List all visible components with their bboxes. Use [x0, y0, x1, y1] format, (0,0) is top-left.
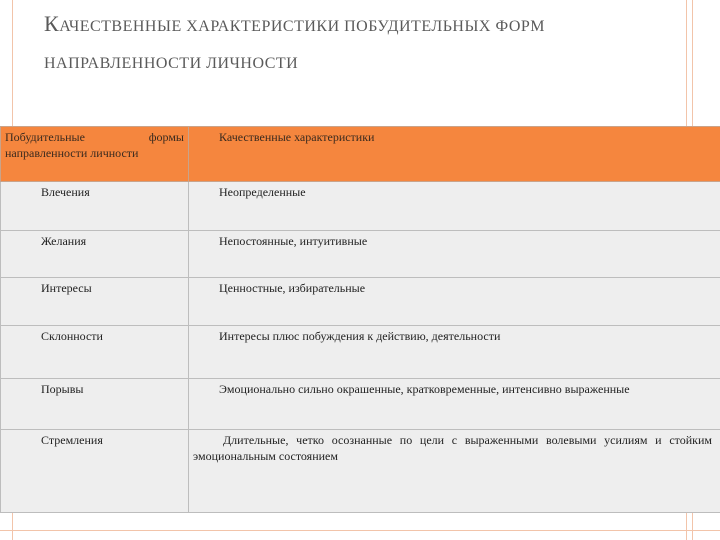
quality-cell: Интересы плюс побуждения к действию, деятельности	[189, 326, 720, 379]
form-cell: Желания	[1, 231, 189, 278]
frame-line-bottom	[0, 530, 720, 531]
table-row	[1, 278, 720, 326]
table-row	[1, 430, 720, 513]
slide-title-rest: АЧЕСТВЕННЫЕ ХАРАКТЕРИСТИКИ ПОБУДИТЕЛЬНЫХ ФОРМ НАПРАВЛЕННОСТИ ЛИЧНОСТИ	[44, 18, 545, 72]
quality-cell: Ценностные, избирательные	[189, 278, 720, 326]
quality-cell: Длительные, четко осознанные по цели с выраженными волевыми усилиям и стойким эмоциональным состоянием	[189, 430, 720, 513]
table-row	[1, 326, 720, 379]
header-cell-qualities: Качественные характеристики	[189, 127, 720, 182]
form-cell: Интересы	[1, 278, 189, 326]
form-cell: Стремления	[1, 430, 189, 513]
quality-cell: Эмоционально сильно окрашенные, кратковременные, интенсивно выраженные	[189, 379, 720, 430]
slide-title	[44, 6, 684, 82]
form-cell: Влечения	[1, 182, 189, 231]
quality-cell: Непостоянные, интуитивные	[189, 231, 720, 278]
table-row	[1, 231, 720, 278]
form-cell: Порывы	[1, 379, 189, 430]
header-cell-forms: Побудительные формы направленности личности	[1, 127, 189, 182]
characteristics-table	[0, 126, 720, 513]
form-cell: Склонности	[1, 326, 189, 379]
table-row	[1, 379, 720, 430]
slide-title-initial: К	[44, 11, 60, 36]
quality-cell: Неопределенные	[189, 182, 720, 231]
table-header-row	[1, 127, 720, 182]
table-row	[1, 182, 720, 231]
